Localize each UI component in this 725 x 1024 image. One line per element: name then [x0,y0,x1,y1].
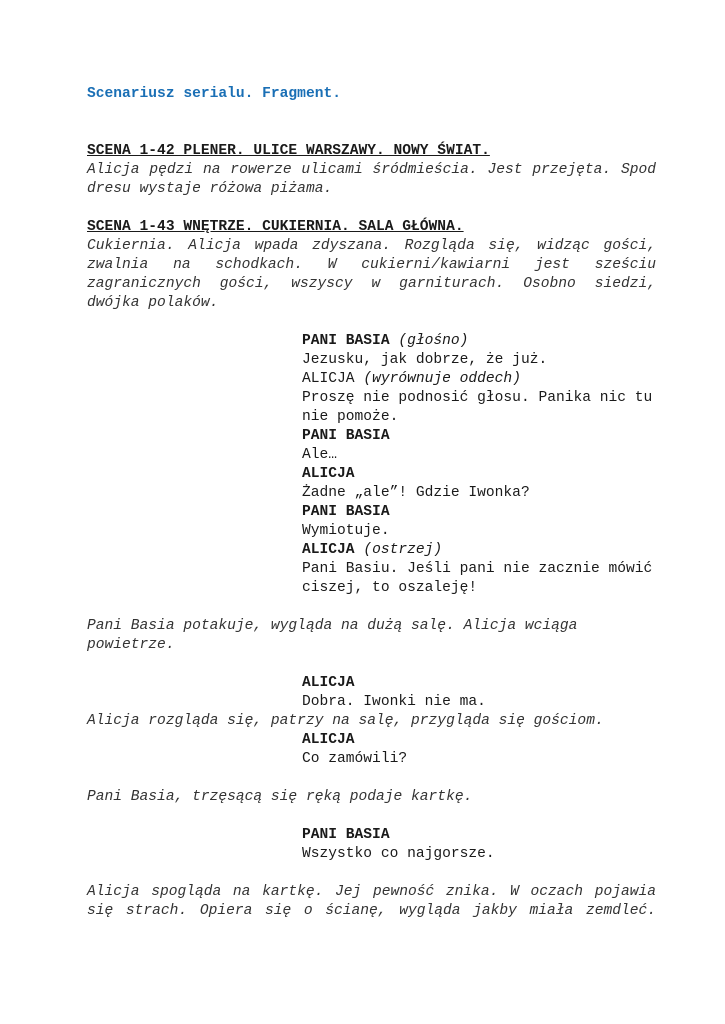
character-name: PANI BASIA [302,428,390,444]
dialogue-line: Jezusku, jak dobrze, że już. [302,352,548,368]
scene-heading-1-42: SCENA 1-42 PLENER. ULICE WARSZAWY. NOWY ŚWIAT. [87,143,490,159]
scene-action-line: Alicja rozgląda się, patrzy na salę, przygląda się gościom. [87,713,604,729]
scene-action-line: dwójka polaków. [87,295,219,311]
dialogue-line: Żadne „ale”! Gdzie Iwonka? [302,485,530,501]
character-name: PANI BASIA [302,504,390,520]
dialogue-line: Dobra. Iwonki nie ma. [302,694,486,710]
character-name: ALICJA [302,542,355,558]
dialogue-line: Proszę nie podnosić głosu. Panika nic tu [302,390,653,406]
scene-action-line: powietrze. [87,637,175,653]
dialogue-line: Wymiotuje. [302,523,390,539]
character-name: ALICJA [302,466,355,482]
dialogue-line: Wszystko co najgorsze. [302,846,495,862]
dialogue-line: ciszej, to oszaleję! [302,580,478,596]
character-name: PANI BASIA [302,827,390,843]
scene-action-line: Pani Basia, trzęsącą się ręką podaje kartkę. [87,789,473,805]
character-name: ALICJA [302,732,355,748]
dialogue-line: Co zamówili? [302,751,408,767]
dialogue-line: Pani Basiu. Jeśli pani nie zacznie mówić [302,561,653,577]
parenthetical: (głośno) [398,333,469,349]
scene-action-line: Cukiernia. Alicja wpada zdyszana. Rozgląda się, widząc gości, [87,238,656,254]
character-name: ALICJA [302,371,355,387]
dialogue-cue [302,332,468,351]
scene-action-line: Alicja pędzi na rowerze ulicami śródmieścia. Jest przejęta. Spod [87,162,656,178]
scene-action-line: zagranicznych gości, wszyscy w garniturach. Osobno siedzi, [87,276,656,292]
scene-action-line: dresu wystaje różowa piżama. [87,181,333,197]
scene-heading-1-43: SCENA 1-43 WNĘTRZE. CUKIERNIA. SALA GŁÓWNA. [87,219,464,235]
character-name: ALICJA [302,675,355,691]
scene-action-line: się strach. Opiera się o ścianę, wygląda jakby miała zemdleć. [87,903,656,919]
parenthetical: (ostrzej) [363,542,443,558]
dialogue-cue [302,541,442,560]
scene-action-line: Pani Basia potakuje, wygląda na dużą salę. Alicja wciąga [87,618,578,634]
dialogue-line: Ale… [302,447,338,463]
dialogue-cue [302,370,521,389]
scene-action-line: zwalnia na schodkach. W cukierni/kawiarni jest sześciu [87,257,656,273]
dialogue-line: nie pomoże. [302,409,399,425]
document-title: Scenariusz serialu. Fragment. [87,86,341,102]
character-name: PANI BASIA [302,333,390,349]
scene-action-line: Alicja spogląda na kartkę. Jej pewność znika. W oczach pojawia [87,884,656,900]
parenthetical: (wyrównuje oddech) [363,371,521,387]
